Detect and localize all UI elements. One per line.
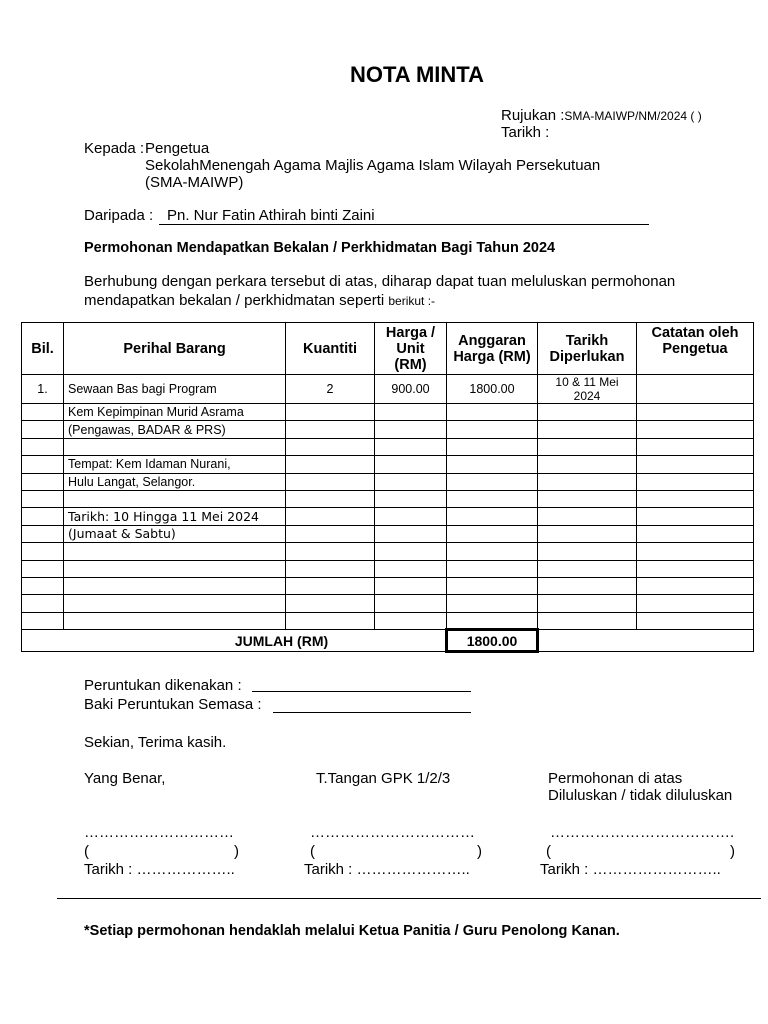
table-row [22,421,754,438]
cell-perihal [64,490,286,507]
cell-tarikh [538,508,637,525]
items-table [21,322,754,653]
table-row [22,595,754,612]
table-row [22,525,754,542]
cell-harga [375,438,447,455]
cell-perihal: (Jumaat & Sabtu) [64,525,286,542]
cell-kuantiti [286,404,375,421]
table-row [22,456,754,473]
cell-catatan [637,375,754,404]
cell-anggaran [447,508,538,525]
cell-perihal [64,560,286,577]
cell-anggaran [447,543,538,560]
rujukan-value: SMA-MAIWP/NM/2024 ( ) [564,109,702,123]
sig2-paren-close: ) [477,843,482,860]
cell-bil [22,612,64,629]
tarikh-top-label: Tarikh : [501,124,550,141]
cell-harga [375,560,447,577]
cell-kuantiti [286,577,375,594]
sig1-tarikh: Tarikh : ……………….. [84,861,235,878]
cell-bil [22,473,64,490]
cell-harga [375,543,447,560]
sig2-tarikh: Tarikh : ………………….. [304,861,470,878]
cell-kuantiti [286,421,375,438]
cell-harga [375,508,447,525]
cell-bil [22,525,64,542]
cell-kuantiti [286,456,375,473]
cell-kuantiti [286,543,375,560]
cell-catatan [637,456,754,473]
cell-harga [375,404,447,421]
cell-catatan [637,438,754,455]
cell-catatan [637,490,754,507]
cell-perihal: Hulu Langat, Selangor. [64,473,286,490]
cell-anggaran [447,473,538,490]
total-value: 1800.00 [447,630,538,652]
cell-anggaran [447,595,538,612]
cell-perihal [64,595,286,612]
rujukan-label: Rujukan : [501,107,565,124]
cell-perihal [64,543,286,560]
table-row [22,375,754,404]
table-row [22,508,754,525]
cell-catatan [637,595,754,612]
intro-line2 [84,292,435,310]
cell-perihal [64,438,286,455]
cell-harga [375,595,447,612]
cell-tarikh [538,612,637,629]
table-row [22,490,754,507]
sig3-title-line1: Permohonan di atas [548,770,683,787]
cell-catatan [637,560,754,577]
cell-bil [22,490,64,507]
daripada-value: Pn. Nur Fatin Athirah binti Zaini [159,207,649,225]
cell-anggaran [447,612,538,629]
cell-catatan [637,577,754,594]
total-blank [538,630,754,652]
sig1-dots: ………………………… [84,824,234,841]
cell-anggaran [447,404,538,421]
col-header-perihal: Perihal Barang [64,323,286,375]
document-title: NOTA MINTA [349,62,484,87]
cell-anggaran [447,577,538,594]
cell-tarikh [538,438,637,455]
daripada-label: Daripada : [84,207,154,224]
cell-kuantiti [286,525,375,542]
kepada-line3: (SMA-MAIWP) [145,174,244,191]
cell-kuantiti [286,438,375,455]
intro-line2-text: mendapatkan bekalan / perkhidmatan seperti [84,292,385,309]
sig2-dots: …………………………… [310,824,475,841]
table-header-row [22,323,754,375]
cell-tarikh: 10 & 11 Mei 2024 [538,375,637,404]
cell-tarikh [538,404,637,421]
cell-bil [22,560,64,577]
cell-catatan [637,543,754,560]
cell-anggaran [447,456,538,473]
cell-catatan [637,404,754,421]
cell-tarikh [538,421,637,438]
cell-harga [375,525,447,542]
cell-bil: 1. [22,375,64,404]
divider-line [57,898,761,899]
cell-bil [22,456,64,473]
sig1-paren-close: ) [234,843,239,860]
table-row [22,404,754,421]
cell-tarikh [538,543,637,560]
cell-perihal: Sewaan Bas bagi Program [64,375,286,404]
cell-kuantiti [286,595,375,612]
cell-bil [22,543,64,560]
col-header-tarikh: Tarikh Diperlukan [538,323,637,375]
cell-kuantiti [286,508,375,525]
total-label: JUMLAH (RM) [22,630,447,652]
cell-perihal [64,612,286,629]
footnote: *Setiap permohonan hendaklah melalui Ketua Panitia / Guru Penolong Kanan. [84,923,620,939]
cell-harga [375,456,447,473]
sig3-paren-close: ) [730,843,735,860]
table-row [22,612,754,629]
sig3-tarikh: Tarikh : …………………….. [540,861,721,878]
sig3-paren-open: ( [546,843,551,860]
table-row [22,560,754,577]
cell-anggaran [447,560,538,577]
baki-label: Baki Peruntukan Semasa : [84,696,262,713]
table-row [22,543,754,560]
cell-harga [375,473,447,490]
cell-perihal [64,577,286,594]
cell-catatan [637,612,754,629]
kepada-label: Kepada : [84,140,145,157]
cell-bil [22,438,64,455]
sig2-paren-open: ( [310,843,315,860]
cell-anggaran: 1800.00 [447,375,538,404]
cell-bil [22,577,64,594]
cell-catatan [637,525,754,542]
cell-tarikh [538,577,637,594]
cell-kuantiti [286,612,375,629]
cell-tarikh [538,595,637,612]
cell-bil [22,404,64,421]
cell-harga [375,421,447,438]
cell-catatan [637,473,754,490]
cell-kuantiti [286,473,375,490]
cell-kuantiti [286,560,375,577]
table-row [22,473,754,490]
col-header-catatan: Catatan oleh Pengetua [637,323,754,375]
cell-bil [22,595,64,612]
intro-line1: Berhubung dengan perkara tersebut di atas, diharap dapat tuan meluluskan permohonan [84,273,676,290]
sig3-title-line2: Diluluskan / tidak diluluskan [548,787,733,804]
cell-perihal: Tempat: Kem Idaman Nurani, [64,456,286,473]
sig1-title: Yang Benar, [84,770,166,787]
peruntukan-label: Peruntukan dikenakan : [84,677,242,694]
col-header-anggaran: Anggaran Harga (RM) [447,323,538,375]
cell-perihal: Kem Kepimpinan Murid Asrama [64,404,286,421]
closing-text: Sekian, Terima kasih. [84,734,227,751]
kepada-line1: Pengetua [145,140,210,157]
cell-harga [375,612,447,629]
subject-heading: Permohonan Mendapatkan Bekalan / Perkhidmatan Bagi Tahun 2024 [84,240,556,256]
intro-line2-small: berikut :- [388,294,436,308]
cell-kuantiti: 2 [286,375,375,404]
sig1-paren-open: ( [84,843,89,860]
sig2-title: T.Tangan GPK 1/2/3 [316,770,451,787]
cell-perihal: Tarikh: 10 Hingga 11 Mei 2024 [64,508,286,525]
kepada-line2: SekolahMenengah Agama Majlis Agama Islam Wilayah Persekutuan [145,157,601,174]
table-row [22,438,754,455]
cell-catatan [637,508,754,525]
cell-perihal: (Pengawas, BADAR & PRS) [64,421,286,438]
cell-harga [375,490,447,507]
cell-catatan [637,421,754,438]
col-header-harga: Harga / Unit (RM) [375,323,447,375]
cell-tarikh [538,473,637,490]
table-row [22,577,754,594]
cell-tarikh [538,456,637,473]
cell-harga: 900.00 [375,375,447,404]
cell-anggaran [447,525,538,542]
cell-tarikh [538,490,637,507]
cell-bil [22,421,64,438]
cell-anggaran [447,438,538,455]
baki-line [273,712,471,713]
col-header-kuantiti: Kuantiti [286,323,375,375]
col-header-bil: Bil. [22,323,64,375]
cell-anggaran [447,490,538,507]
total-row [22,630,754,652]
rujukan-line [501,107,702,125]
cell-anggaran [447,421,538,438]
cell-tarikh [538,525,637,542]
cell-tarikh [538,560,637,577]
cell-kuantiti [286,490,375,507]
peruntukan-line [252,691,471,692]
cell-bil [22,508,64,525]
cell-harga [375,577,447,594]
sig3-dots: ………………………………. [550,824,735,841]
